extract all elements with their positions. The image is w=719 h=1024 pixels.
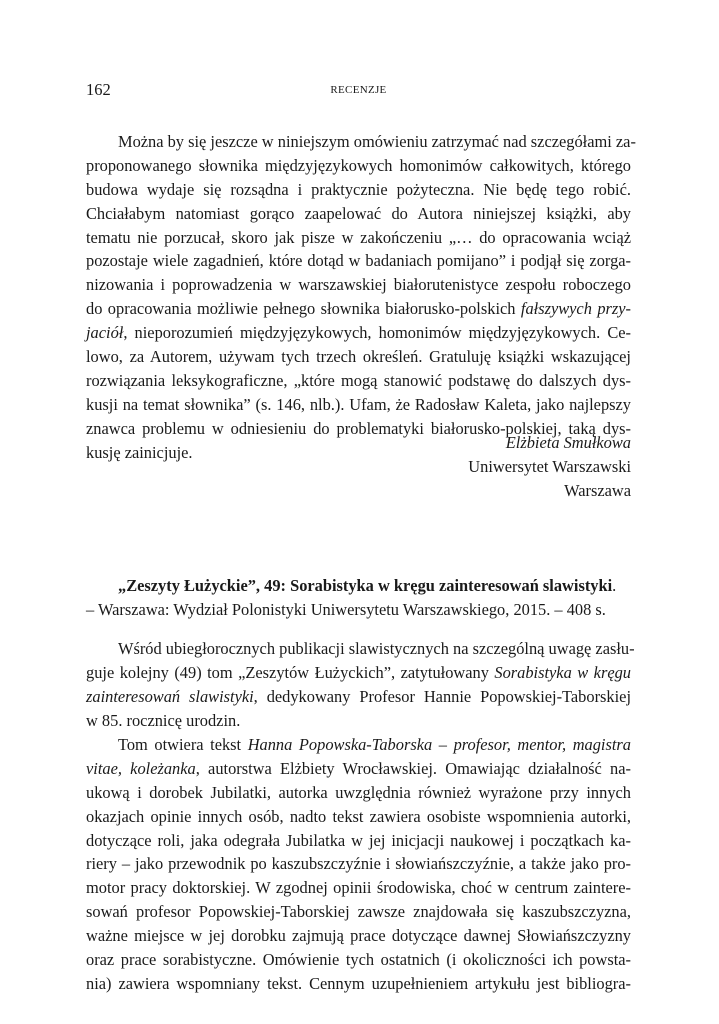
text-line: nizowania i poprowadzenia w warszawskiej białorutenistyce zespołu roboczego <box>86 275 631 295</box>
running-head: RECENZJE <box>330 84 387 96</box>
text-line <box>86 297 631 321</box>
text-line: proponowanego słownika międzyjęzykowych homonimów całkowitych, którego <box>86 155 631 175</box>
text-line: Wśród ubiegłorocznych publikacji slawistycznych na szczególną uwagę zasłu- <box>118 639 635 658</box>
review-closing-paragraph <box>86 130 636 464</box>
review-paragraph-2 <box>86 733 631 996</box>
text-line: ważne miejsce w jej dorobku zajmują prace dotyczące dawnej Słowiańszczyzny <box>86 926 631 946</box>
text-line: tematu nie porzucał, skoro jak pisze w zakończeniu „… do opracowania wciąż <box>86 227 631 247</box>
review-title-bold: „Zeszyty Łużyckie”, 49: Sorabistyka w kręgu zainteresowań slawistyki <box>118 576 613 595</box>
text-segment: guje kolejny (49) tom „Zeszytów Łużyckich”, zatytułowany <box>86 662 495 682</box>
review-title-end: . <box>612 576 617 595</box>
italic-title: Hanna Popowska-Taborska – profesor, mentor, magistra <box>247 735 631 754</box>
text-line: Można by się jeszcze w niniejszym omówieniu zatrzymać nad szczegółami za- <box>118 132 636 151</box>
text-line: pozostaje wiele zagadnień, które dotąd w badaniach pomijano” i podjął się zorga- <box>86 251 631 271</box>
text-line: motor pracy doktorskiej. W zgodnej opinii środowiska, choć w centrum zaintere- <box>86 878 631 898</box>
text-line: lowo, za Autorem, używam tych trzech określeń. Gratuluję książki wskazującej <box>86 347 631 367</box>
text-line: Chciałabym natomiast gorąco zaapelować do Autora niniejszej książki, aby <box>86 203 631 223</box>
text-line: riery – jako przewodnik po kaszubszczyźnie i słowiańszczyźnie, a także jako pro- <box>86 854 631 874</box>
text-line: dotyczące roli, jaka odegrała Jubilatka w jej inicjacji naukowej i początkach ka- <box>86 830 631 850</box>
text-segment: , nieporozumień międzyjęzykowych, homonimów międzyjęzykowych. Ce- <box>123 323 631 343</box>
text-segment: do opracowania możliwie pełnego słownika białorusko-polskich <box>86 299 521 319</box>
text-line <box>86 733 631 757</box>
text-line: sowań profesor Popowskiej-Taborskiej zawsze znajdowała się kaszubszczyzna, <box>86 902 631 922</box>
text-line: kusji na temat słownika” (s. 146, nlb.). Ufam, że Radosław Kaleta, jako najlepszy <box>86 394 631 414</box>
text-line: okazjach opinie innych osób, nadto tekst zawiera osobiste wspomnienia autorki, <box>86 806 631 826</box>
text-line: nia) zawiera wspomniany tekst. Cennym uzupełnieniem artykułu jest bibliogra- <box>86 973 631 993</box>
text-line: ukową i dorobek Jubilatki, autorka uwzględnia również wyrażone przy innych <box>86 782 631 802</box>
signature-city: Warszawa <box>564 481 631 501</box>
italic-title: vitae, koleżanka <box>86 758 196 778</box>
signature-institution: Uniwersytet Warszawski <box>468 457 631 477</box>
review-signature <box>86 431 631 504</box>
text-line <box>86 685 631 709</box>
text-segment: , dedykowany Profesor Hannie Popowskiej-Taborskiej <box>253 686 631 706</box>
italic-term: jaciół <box>86 323 124 343</box>
italic-title: zainteresowań slawistyki <box>86 686 254 706</box>
review-bibliographic-line: – Warszawa: Wydział Polonistyki Uniwersytetu Warszawskiego, 2015. – 408 s. <box>86 600 606 619</box>
text-line: znawca problemu w odniesieniu do problematyki białorusko-polskiej, taką dys- <box>86 418 631 438</box>
italic-title: Sorabistyka w kręgu <box>494 662 631 682</box>
italic-term: fałszywych przy- <box>520 299 632 319</box>
text-segment: , autorstwa Elżbiety Wrocławskiej. Omawiając działalność na- <box>195 758 631 778</box>
review-paragraph-1 <box>86 637 635 733</box>
text-line: rozwiązania leksykograficzne, „które mogą stanowić podstawę do dalszych dys- <box>86 370 631 390</box>
text-line: kusję zainicjuje. <box>86 442 193 462</box>
text-line: budowa wydaje się rozsądna i praktycznie pożyteczna. Nie będę tego robić. <box>86 179 631 199</box>
text-line: w 85. rocznicę urodzin. <box>86 710 241 730</box>
text-line <box>86 757 631 781</box>
page-number: 162 <box>86 80 111 99</box>
review-title <box>86 574 631 598</box>
text-segment: Tom otwiera tekst <box>118 735 248 754</box>
page-header <box>86 80 631 102</box>
signature-author: Elżbieta Smułkowa <box>505 433 631 452</box>
text-line: oraz prace sorabistyczne. Omówienie tych ostatnich (i okoliczności ich powsta- <box>86 950 631 970</box>
text-line <box>86 661 631 685</box>
text-line <box>86 321 631 345</box>
